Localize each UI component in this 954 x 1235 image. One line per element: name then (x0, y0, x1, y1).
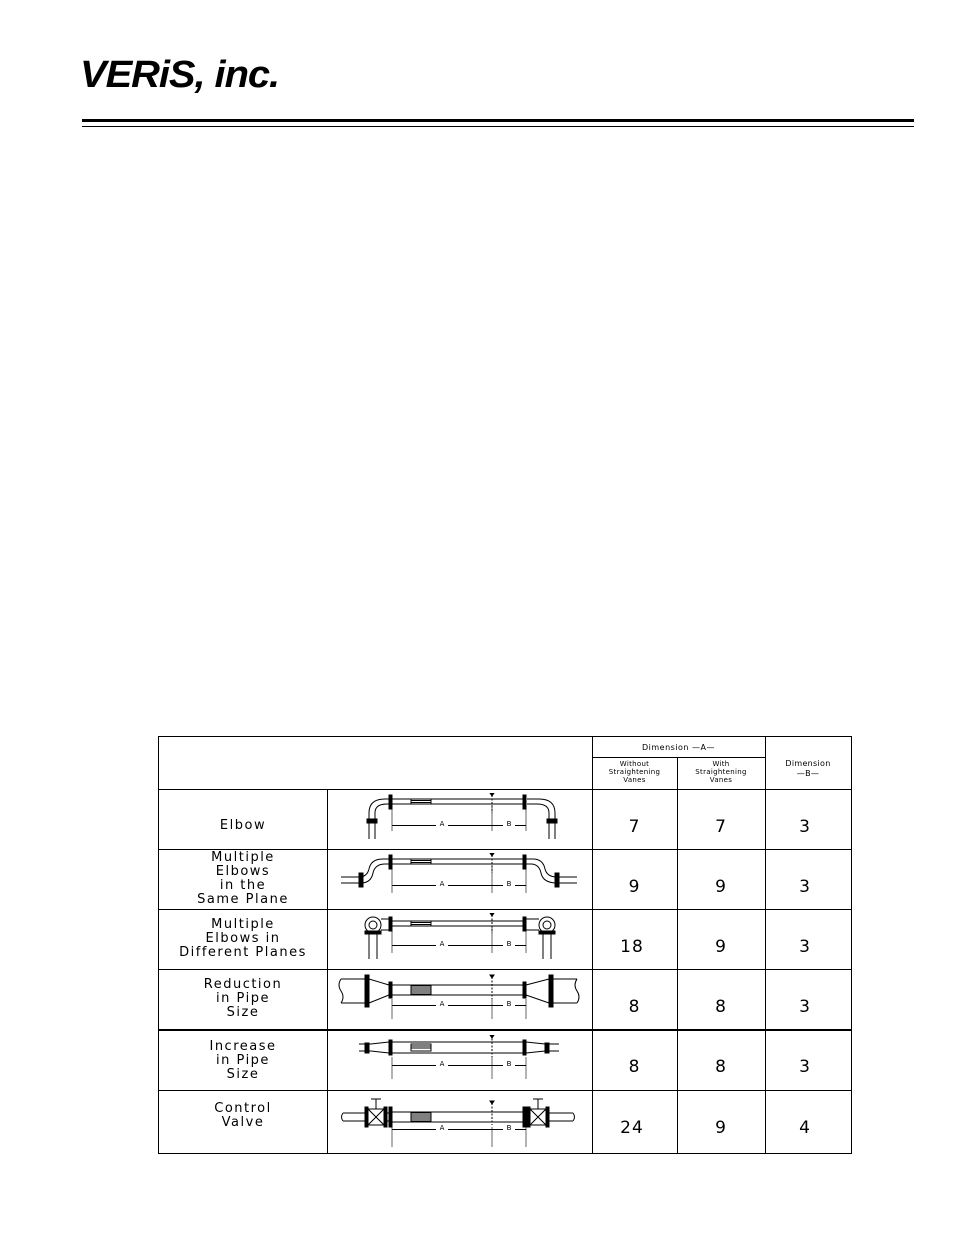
dimension-a-label: A (436, 940, 448, 949)
value-with-vanes: 9 (715, 1118, 727, 1138)
value-dimension-b: 3 (799, 1057, 811, 1077)
dimension-a-header: Dimension —A— (641, 743, 716, 752)
company-logo: VERiS, inc. (80, 54, 280, 96)
grid-line (592, 757, 765, 758)
increase-in-pipe-size-diagram (337, 1035, 587, 1087)
value-without-vanes: 8 (628, 997, 641, 1017)
value-dimension-b: 3 (799, 817, 811, 837)
dimension-b-label: B (503, 1124, 515, 1133)
dimension-b-label: B (503, 880, 515, 889)
value-dimension-b: 4 (799, 1118, 811, 1138)
row-label: Elbow (219, 818, 267, 833)
value-dimension-b: 3 (799, 937, 811, 957)
straight-run-table (158, 736, 852, 1154)
value-without-vanes: 18 (620, 937, 644, 957)
grid-line (327, 789, 328, 1153)
value-with-vanes: 8 (715, 997, 727, 1017)
without-vanes-header: Without Straightening Vanes (608, 760, 661, 784)
row-label: Control Valve (214, 1100, 272, 1130)
dimension-a-label: A (436, 1060, 448, 1069)
dimension-a-label: A (436, 1000, 448, 1009)
value-without-vanes: 24 (620, 1118, 644, 1138)
value-with-vanes: 8 (715, 1057, 727, 1077)
with-vanes-header: With Straightening Vanes (695, 760, 747, 784)
row-label: Multiple Elbows in the Same Plane (197, 850, 289, 907)
dimension-b-label: B (503, 940, 515, 949)
dimension-b-label: B (503, 1000, 515, 1009)
row-label: Multiple Elbows in Different Planes (179, 917, 307, 960)
dimension-b-label: B (503, 1060, 515, 1069)
control-valve-diagram (337, 1095, 587, 1147)
value-with-vanes: 9 (715, 877, 727, 897)
multiple-elbows-different-planes-diagram (337, 913, 587, 965)
value-with-vanes: 7 (715, 817, 727, 837)
header-rule-thin (82, 126, 914, 127)
elbow-diagram (337, 793, 587, 845)
value-dimension-b: 3 (799, 877, 811, 897)
reduction-in-pipe-size-diagram (337, 973, 587, 1025)
row-label: Reduction in Pipe Size (203, 977, 283, 1020)
dimension-a-label: A (436, 820, 448, 829)
dimension-a-label: A (436, 880, 448, 889)
value-without-vanes: 7 (628, 817, 641, 837)
value-dimension-b: 3 (799, 997, 811, 1017)
value-without-vanes: 8 (628, 1057, 641, 1077)
row-label: Increase in Pipe Size (209, 1038, 277, 1082)
multiple-elbows-same-plane-diagram (337, 853, 587, 905)
value-with-vanes: 9 (715, 937, 727, 957)
header-rule-thick (82, 119, 914, 122)
dimension-b-label: B (503, 820, 515, 829)
dimension-a-label: A (436, 1124, 448, 1133)
value-without-vanes: 9 (628, 877, 641, 897)
dimension-b-header: Dimension —B— (785, 759, 831, 778)
